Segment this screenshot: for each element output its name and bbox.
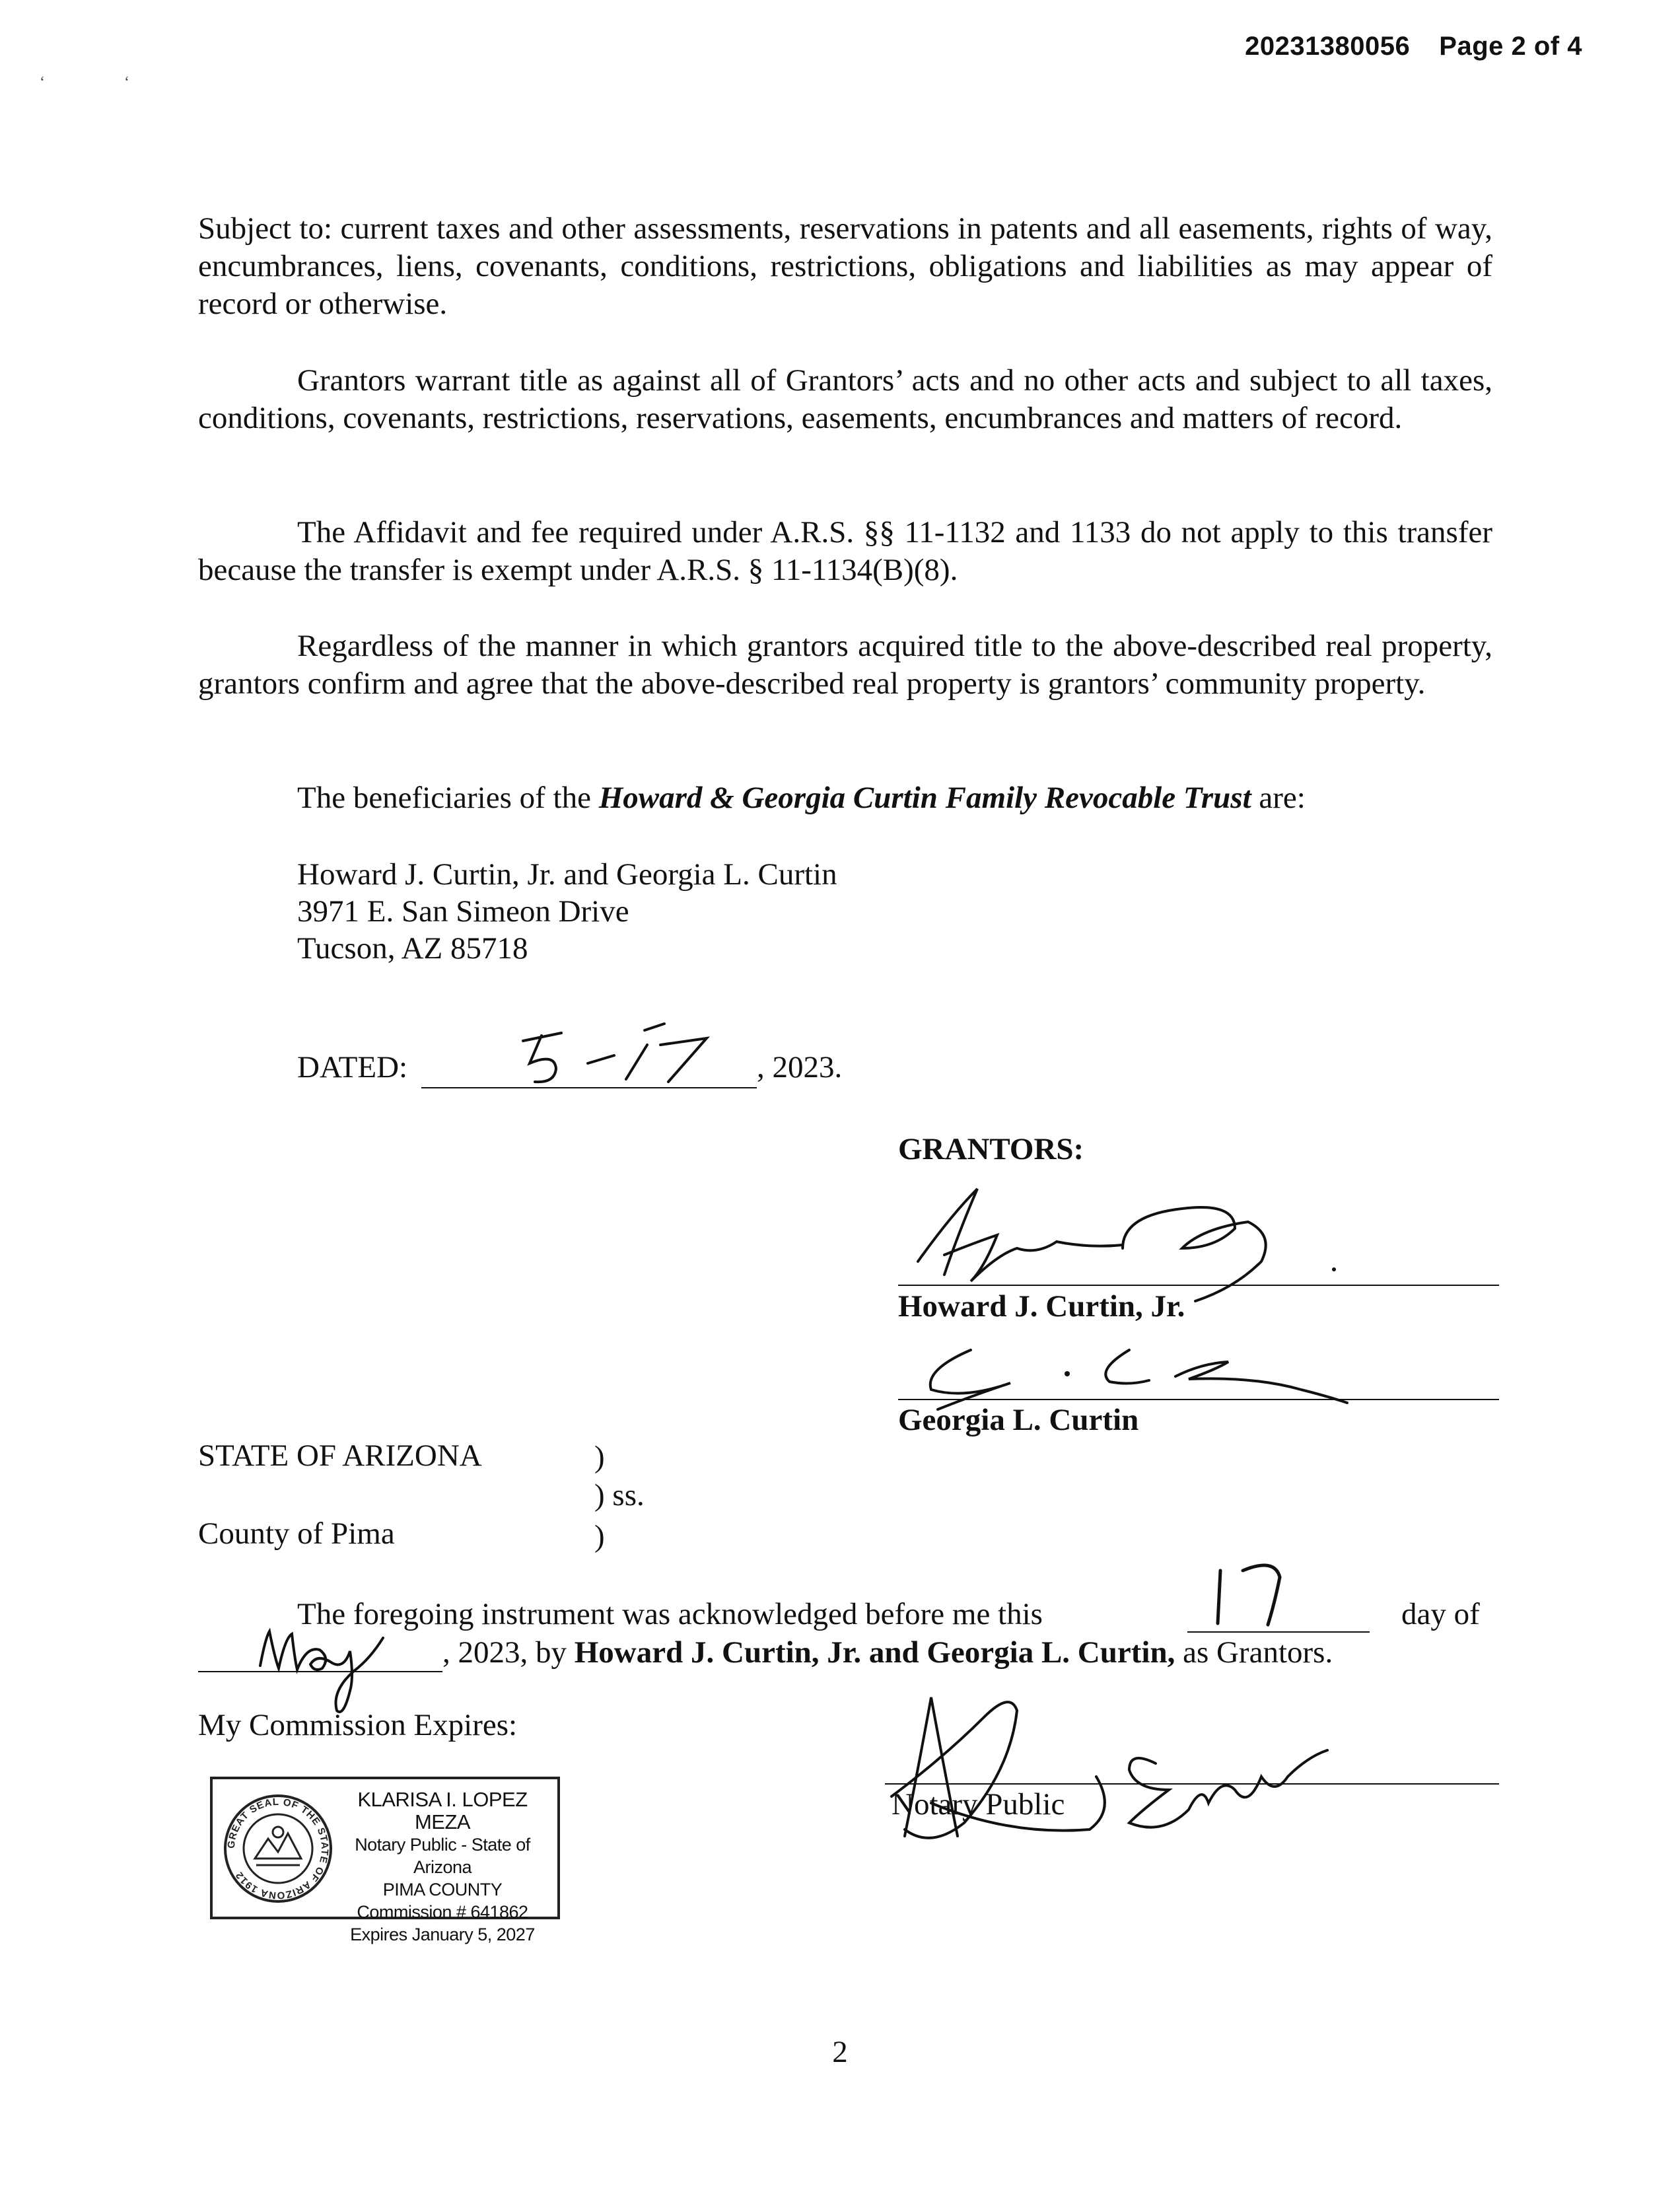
dated-year: , 2023. (757, 1050, 843, 1084)
venue-paren-1: ) (594, 1440, 605, 1474)
arizona-seal-icon (222, 1792, 334, 1905)
recording-header (1245, 32, 1582, 61)
beneficiary-street: 3971 E. San Simeon Drive (297, 894, 629, 929)
notary-signature (878, 1678, 1380, 1849)
venue-paren-3: ) (594, 1519, 605, 1553)
handwritten-day (1202, 1551, 1308, 1637)
stamp-notary-name: KLARISA I. LOPEZ MEZA (357, 1788, 528, 1833)
stamp-county: PIMA COUNTY (382, 1880, 503, 1899)
commission-expires-label: My Commission Expires: (198, 1708, 518, 1742)
stamp-commission-number: Commission # 641862 (357, 1902, 528, 1922)
venue-county: County of Pima (198, 1516, 395, 1551)
beneficiaries-intro (297, 779, 1306, 817)
affidavit-paragraph: The Affidavit and fee required under A.R.S. §§ 11-1132 and 1133 do not apply to this transfer because the transfer is exempt under A.R.S. § 11-1134(B)(8). (198, 515, 1492, 587)
georgia-name: Georgia L. Curtin (898, 1403, 1139, 1437)
ack-day-of: day of (1401, 1597, 1480, 1631)
scan-mark-1: ‘ (40, 74, 45, 91)
ack-year-text: , 2023, by (442, 1635, 575, 1670)
ack-grantor-names: Howard J. Curtin, Jr. and Georgia L. Curtin, (574, 1635, 1175, 1670)
venue-ss: ) ss. (594, 1478, 645, 1512)
venue-state: STATE OF ARIZONA (198, 1438, 482, 1473)
notary-public-label: Notary Public (892, 1787, 1065, 1822)
beneficiary-names: Howard J. Curtin, Jr. and Georgia L. Curtin (297, 857, 837, 892)
stamp-expiration: Expires January 5, 2027 (350, 1925, 535, 1944)
handwritten-date (515, 1016, 726, 1095)
document-number: 20231380056 (1245, 32, 1411, 61)
howard-signature-line (898, 1285, 1499, 1286)
scan-mark-2: ‘ (124, 74, 129, 91)
warrant-paragraph: Grantors warrant title as against all of Grantors’ acts and no other acts and subject to all taxes, conditions, covenants, restrictions, reservations, easements, encumbrances and matters of record. (198, 363, 1492, 435)
stamp-notary-title: Notary Public - State of Arizona (355, 1835, 530, 1877)
ack-as-grantors: as Grantors. (1175, 1635, 1333, 1670)
grantors-heading: GRANTORS: (898, 1132, 1084, 1166)
community-property-paragraph: Regardless of the manner in which grantors acquired title to the above-described real property, grantors confirm and agree that the above-described real property is grantors’ community property. (198, 629, 1492, 701)
georgia-signature-line (898, 1399, 1499, 1400)
beneficiaries-intro-end: are: (1251, 781, 1306, 815)
beneficiaries-intro-text: The beneficiaries of the (297, 781, 599, 815)
notary-stamp (210, 1777, 560, 1944)
ack-line-2 (442, 1634, 1333, 1672)
dated-label: DATED: (297, 1050, 408, 1084)
svg-text:GREAT SEAL OF THE STATE OF ARI (226, 1796, 330, 1901)
seal-text: GREAT SEAL OF THE STATE OF ARIZONA 1912 (225, 1796, 331, 1901)
stamp-text (332, 1789, 553, 1946)
notary-signature-line (885, 1783, 1499, 1785)
beneficiary-city: Tucson, AZ 85718 (297, 931, 528, 966)
page-label: Page 2 of 4 (1439, 32, 1582, 61)
page-number: 2 (832, 2035, 848, 2069)
subject-to-paragraph: Subject to: current taxes and other assessments, reservations in patents and all easements, rights of way, encumbrances, liens, covenants, conditions, restrictions, obligations and liabilities as may appear of record or otherwise. (198, 211, 1492, 321)
scan-marks (40, 74, 209, 92)
ack-line-1-text: The foregoing instrument was acknowledged before me this (297, 1597, 1043, 1631)
howard-name: Howard J. Curtin, Jr. (898, 1289, 1185, 1324)
trust-name: Howard & Georgia Curtin Family Revocable Trust (598, 781, 1251, 815)
